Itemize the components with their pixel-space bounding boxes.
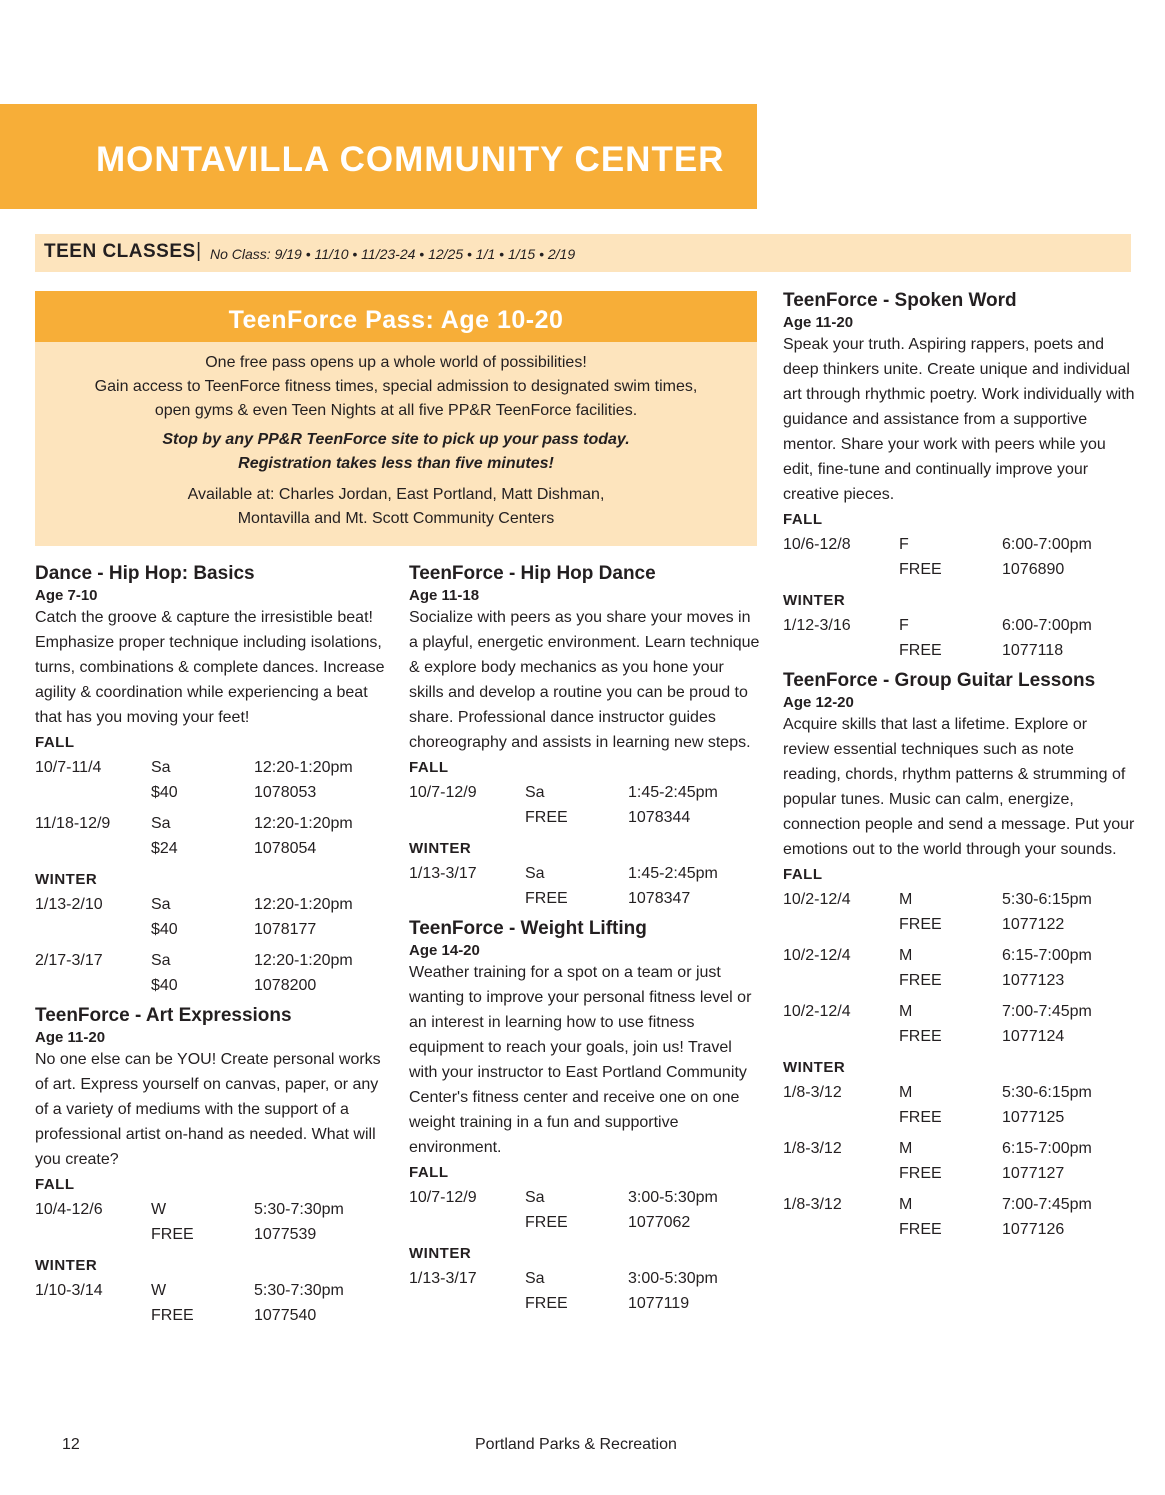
class-title: TeenForce - Art Expressions	[35, 1005, 292, 1026]
session-time: 12:20-1:20pm	[254, 815, 353, 832]
session-date: 10/2-12/4	[783, 1003, 851, 1020]
session-time: 12:20-1:20pm	[254, 952, 353, 969]
season-label: FALL	[783, 866, 823, 883]
season-label: FALL	[409, 1164, 449, 1181]
session-fee: FREE	[899, 642, 942, 659]
session-day: Sa	[151, 952, 171, 969]
season-label: FALL	[783, 511, 823, 528]
session-row	[783, 999, 1135, 1049]
season-label: WINTER	[409, 840, 472, 857]
session-time: 5:30-6:15pm	[1002, 1084, 1092, 1101]
session-code: 1076890	[1002, 561, 1065, 578]
session-day: Sa	[525, 1189, 545, 1206]
session-fee: FREE	[525, 890, 568, 907]
session-row	[783, 1136, 1135, 1186]
session-code: 1077127	[1002, 1165, 1065, 1182]
pass-desc-line: One free pass opens up a whole world of possibilities!	[205, 354, 587, 371]
session-day: M	[899, 1196, 913, 1213]
class-section	[35, 1004, 387, 1328]
session-date: 1/13-3/17	[409, 1270, 477, 1287]
season-label: WINTER	[35, 871, 98, 888]
pass-box	[35, 342, 757, 546]
session-time: 3:00-5:30pm	[628, 1270, 718, 1287]
class-description: No one else can be YOU! Create personal works of art. Express yourself on canvas, paper, or any of a variety of mediums with the support of a professional artist on-hand as needed. What will you create?	[35, 1051, 381, 1168]
session-day: W	[151, 1201, 167, 1218]
session-row	[409, 861, 761, 911]
session-fee: FREE	[899, 1109, 942, 1126]
class-description: Acquire skills that last a lifetime. Explore or review essential techniques such as note reading, chords, rhythm patterns & strumming of popular tunes. Music can calm, energize, connection people and send a message. Put your emotions out to the world through your sounds.	[783, 716, 1135, 858]
session-code: 1077539	[254, 1226, 317, 1243]
season-label: WINTER	[783, 592, 846, 609]
session-code: 1078347	[628, 890, 691, 907]
session-fee: $40	[151, 784, 178, 801]
class-title: TeenForce - Hip Hop Dance	[409, 563, 656, 584]
session-time: 6:15-7:00pm	[1002, 947, 1092, 964]
session-time: 5:30-6:15pm	[1002, 891, 1092, 908]
footer-org: Portland Parks & Recreation	[475, 1436, 677, 1453]
session-time: 12:20-1:20pm	[254, 896, 353, 913]
class-title: TeenForce - Group Guitar Lessons	[783, 670, 1096, 691]
pass-locations	[35, 483, 757, 531]
session-fee: FREE	[151, 1226, 194, 1243]
session-fee: FREE	[899, 1221, 942, 1238]
session-date: 1/13-3/17	[409, 865, 477, 882]
session-time: 5:30-7:30pm	[254, 1282, 344, 1299]
session-date: 10/7-12/9	[409, 1189, 477, 1206]
session-day: Sa	[151, 896, 171, 913]
session-date: 2/17-3/17	[35, 952, 103, 969]
session-code: 1078177	[254, 921, 317, 938]
session-day: F	[899, 536, 909, 553]
session-row	[409, 780, 761, 830]
session-row	[35, 892, 387, 942]
session-day: M	[899, 891, 913, 908]
pass-desc-line: open gyms & even Teen Nights at all five PP&R TeenForce facilities.	[154, 402, 638, 419]
session-fee: FREE	[151, 1307, 194, 1324]
session-row	[783, 613, 1135, 663]
session-date: 1/8-3/12	[783, 1196, 842, 1213]
pass-title: TeenForce Pass: Age 10-20	[35, 291, 757, 342]
class-age: Age 12-20	[783, 694, 854, 711]
page-number: 12	[62, 1436, 80, 1453]
session-day: Sa	[525, 865, 545, 882]
session-date: 10/6-12/8	[783, 536, 851, 553]
session-date: 1/8-3/12	[783, 1084, 842, 1101]
class-section	[409, 562, 761, 911]
session-date: 1/10-3/14	[35, 1282, 103, 1299]
session-code: 1078054	[254, 840, 317, 857]
session-day: M	[899, 1003, 913, 1020]
session-date: 10/4-12/6	[35, 1201, 103, 1218]
pass-callout	[35, 428, 757, 476]
session-fee: FREE	[525, 1214, 568, 1231]
session-fee: FREE	[899, 972, 942, 989]
session-time: 1:45-2:45pm	[628, 865, 718, 882]
session-code: 1078344	[628, 809, 691, 826]
season-label: WINTER	[783, 1059, 846, 1076]
session-day: W	[151, 1282, 167, 1299]
session-row	[783, 532, 1135, 582]
session-code: 1078200	[254, 977, 317, 994]
session-code: 1077540	[254, 1307, 317, 1324]
session-time: 3:00-5:30pm	[628, 1189, 718, 1206]
session-code: 1077126	[1002, 1221, 1065, 1238]
class-age: Age 7-10	[35, 587, 98, 604]
session-row	[35, 1278, 387, 1328]
session-date: 10/7-12/9	[409, 784, 477, 801]
class-section	[409, 917, 761, 1316]
session-code: 1077062	[628, 1214, 691, 1231]
pass-description	[35, 351, 757, 423]
page-title: MONTAVILLA COMMUNITY CENTER	[96, 140, 725, 179]
teen-classes-separator: |	[196, 240, 202, 262]
session-fee: FREE	[899, 1028, 942, 1045]
session-time: 7:00-7:45pm	[1002, 1003, 1092, 1020]
session-date: 10/2-12/4	[783, 891, 851, 908]
class-age: Age 11-18	[409, 587, 480, 604]
pass-callout-line: Registration takes less than five minutes!	[238, 455, 554, 472]
season-label: FALL	[35, 734, 75, 751]
class-section	[783, 669, 1135, 1242]
session-code: 1077123	[1002, 972, 1065, 989]
class-title: TeenForce - Spoken Word	[783, 290, 1017, 311]
session-time: 6:15-7:00pm	[1002, 1140, 1092, 1157]
teen-classes-label: TEEN CLASSES	[44, 241, 196, 262]
session-fee: $40	[151, 977, 178, 994]
session-row	[35, 948, 387, 998]
session-fee: FREE	[899, 1165, 942, 1182]
class-title: TeenForce - Weight Lifting	[409, 918, 647, 939]
session-row	[409, 1185, 761, 1235]
session-fee: $24	[151, 840, 178, 857]
session-date: 10/2-12/4	[783, 947, 851, 964]
no-class-dates: No Class: 9/19 • 11/10 • 11/23-24 • 12/25 • 1/1 • 1/15 • 2/19	[210, 246, 576, 262]
session-day: Sa	[525, 1270, 545, 1287]
season-label: WINTER	[35, 1257, 98, 1274]
session-day: Sa	[151, 759, 171, 776]
session-time: 5:30-7:30pm	[254, 1201, 344, 1218]
session-code: 1077122	[1002, 916, 1065, 933]
class-age: Age 11-20	[35, 1029, 106, 1046]
column-left	[35, 562, 387, 1334]
class-description: Weather training for a spot on a team or just wanting to improve your personal fitness level or an interest in learning how to use fitness equipment to reach your goals, join us! Travel with your instructor to East Portland Community Center's fitness center and receive one on one weight training in a fun and supportive environment.	[409, 964, 752, 1156]
session-fee: FREE	[899, 916, 942, 933]
session-time: 1:45-2:45pm	[628, 784, 718, 801]
session-date: 1/13-2/10	[35, 896, 103, 913]
session-date: 1/12-3/16	[783, 617, 851, 634]
class-description: Speak your truth. Aspiring rappers, poets and deep thinkers unite. Create unique and individual art through rhythmic poetry. Work individually with guidance and assistance from a supportive mentor. Share your work with peers while you edit, fine-tune and continually improve your creative pieces.	[783, 336, 1135, 503]
pass-desc-line: Gain access to TeenForce fitness times, special admission to designated swim times,	[94, 378, 698, 395]
session-row	[783, 1080, 1135, 1130]
class-title: Dance - Hip Hop: Basics	[35, 563, 255, 584]
class-description: Catch the groove & capture the irresistible beat! Emphasize proper technique including isolations, turns, combinations & complete dances. Increase agility & coordination while experiencing a beat that has you moving your feet!	[35, 609, 385, 726]
session-date: 10/7-11/4	[35, 759, 102, 776]
session-code: 1077125	[1002, 1109, 1065, 1126]
session-day: F	[899, 617, 909, 634]
session-code: 1077118	[1002, 642, 1064, 659]
session-fee: FREE	[899, 561, 942, 578]
class-description: Socialize with peers as you share your moves in a playful, energetic environment. Learn technique & explore body mechanics as you hone your skills and develop a routine you can be proud to share. Professional dance instructor guides choreography and assists in learning new steps.	[409, 609, 760, 751]
session-day: Sa	[525, 784, 545, 801]
class-section	[783, 289, 1135, 663]
season-label: WINTER	[409, 1245, 472, 1262]
pass-locations-line: Montavilla and Mt. Scott Community Centers	[237, 510, 555, 527]
session-row	[35, 811, 387, 861]
session-date: 1/8-3/12	[783, 1140, 842, 1157]
session-day: M	[899, 1140, 913, 1157]
session-fee: $40	[151, 921, 178, 938]
season-label: FALL	[409, 759, 449, 776]
session-row	[783, 1192, 1135, 1242]
session-row	[35, 1197, 387, 1247]
session-fee: FREE	[525, 1295, 568, 1312]
column-right	[783, 289, 1135, 1248]
session-date: 11/18-12/9	[35, 815, 111, 832]
column-middle	[409, 562, 761, 1322]
class-section	[35, 562, 387, 998]
session-code: 1078053	[254, 784, 317, 801]
session-row	[35, 755, 387, 805]
session-time: 6:00-7:00pm	[1002, 617, 1092, 634]
class-age: Age 14-20	[409, 942, 480, 959]
session-row	[783, 887, 1135, 937]
session-time: 7:00-7:45pm	[1002, 1196, 1092, 1213]
session-code: 1077124	[1002, 1028, 1065, 1045]
session-time: 6:00-7:00pm	[1002, 536, 1092, 553]
session-time: 12:20-1:20pm	[254, 759, 353, 776]
pass-callout-line: Stop by any PP&R TeenForce site to pick up your pass today.	[162, 431, 630, 448]
session-day: Sa	[151, 815, 171, 832]
season-label: FALL	[35, 1176, 75, 1193]
class-age: Age 11-20	[783, 314, 854, 331]
session-row	[409, 1266, 761, 1316]
session-day: M	[899, 947, 913, 964]
pass-locations-line: Available at: Charles Jordan, East Portland, Matt Dishman,	[187, 486, 605, 503]
session-code: 1077119	[628, 1295, 690, 1312]
session-fee: FREE	[525, 809, 568, 826]
session-row	[783, 943, 1135, 993]
session-day: M	[899, 1084, 913, 1101]
